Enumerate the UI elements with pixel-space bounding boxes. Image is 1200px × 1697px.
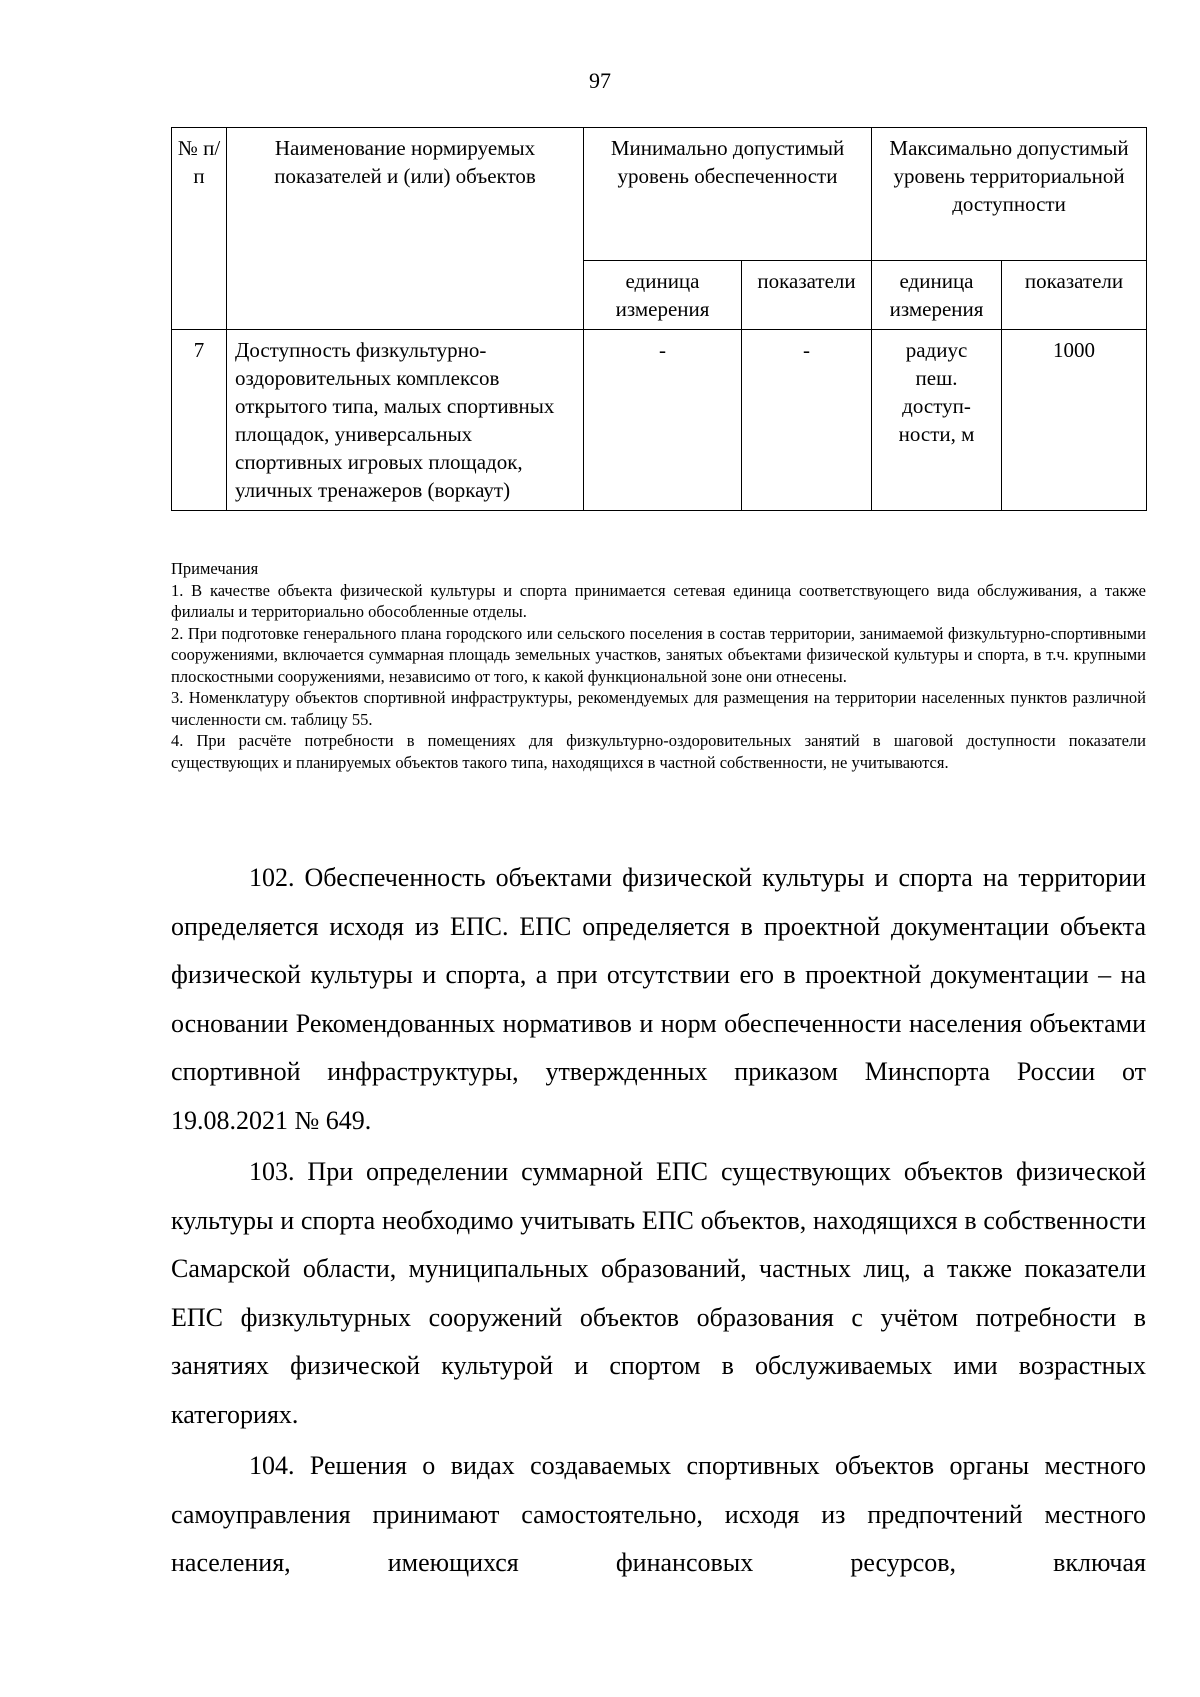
- row-min-value: -: [742, 330, 872, 511]
- note-item: 4. При расчёте потребности в помещениях для физкультурно-оздоровительных занятий в шаговой доступности показатели существующих и планируемых объектов такого типа, находящихся в частной собственности, не учитываются.: [171, 731, 1146, 772]
- header-min-indicators: показатели: [742, 261, 872, 330]
- table-row: [172, 330, 1147, 511]
- row-max-value: 1000: [1002, 330, 1147, 511]
- norms-table: [171, 127, 1147, 511]
- note-item: 3. Номенклатуру объектов спортивной инфраструктуры, рекомендуемых для размещения на территории населенных пунктов различной численности см. таблицу 55.: [171, 688, 1146, 729]
- note-item: 1. В качестве объекта физической культуры и спорта принимается сетевая единица соответствующего вида обслуживания, а также филиалы и территориально обособленные отделы.: [171, 580, 1146, 621]
- paragraph-104: 104. Решения о видах создаваемых спортивных объектов органы местного самоуправления принимают самостоятельно, исходя из предпочтений местного населения, имеющихся финансовых ресурсов, включая: [171, 1451, 1146, 1577]
- paragraph-103: 103. При определении суммарной ЕПС существующих объектов физической культуры и спорта необходимо учитывать ЕПС объектов, находящихся в собственности Самарской области, муниципальных образований, частных лиц, а также показатели ЕПС физкультурных сооружений объектов образования с учётом потребности в занятиях физической культурой и спортом в обслуживаемых ими возрастных категориях.: [171, 1157, 1146, 1429]
- header-max-unit: единица измерения: [872, 261, 1002, 330]
- notes-block: [171, 558, 1146, 773]
- header-name: Наименование нормируемых показателей и (или) объектов: [227, 128, 584, 330]
- notes-title: Примечания: [171, 559, 259, 578]
- header-max-indicators: показатели: [1002, 261, 1147, 330]
- header-min-level: Минимально допустимый уровень обеспеченности: [584, 128, 872, 261]
- table-header-row: [172, 128, 1147, 261]
- row-min-unit: -: [584, 330, 742, 511]
- row-num: 7: [172, 330, 227, 511]
- page-number: 97: [589, 68, 611, 93]
- note-item: 2. При подготовке генерального плана городского или сельского поселения в состав территории, занимаемой физкультурно-спортивными сооружениями, включается суммарная площадь земельных участков, занятых объектами физической культуры и спорта, в т.ч. крупными плоскостными сооружениями, независимо от того, к какой функциональной зоне они отнесены.: [171, 623, 1146, 686]
- paragraph-102: 102. Обеспеченность объектами физической культуры и спорта на территории определяется исходя из ЕПС. ЕПС определяется в проектной документации объекта физической культуры и спорта, а при отсутствии его в проектной документации – на основании Рекомендованных нормативов и норм обеспеченности населения объектами спортивной инфраструктуры, утвержденных приказом Минспорта России от 19.08.2021 № 649.: [171, 863, 1146, 1135]
- header-min-unit: единица измерения: [584, 261, 742, 330]
- row-max-unit: радиус пеш. доступ-ности, м: [872, 330, 1002, 511]
- body-text: [171, 854, 1146, 1591]
- row-name: Доступность физкультурно-оздоровительных комплексов открытого типа, малых спортивных площадок, универсальных спортивных игровых площадок, уличных тренажеров (воркаут): [227, 330, 584, 511]
- header-max-access: Максимально допустимый уровень территориальной доступности: [872, 128, 1147, 261]
- header-num: № п/п: [172, 128, 227, 330]
